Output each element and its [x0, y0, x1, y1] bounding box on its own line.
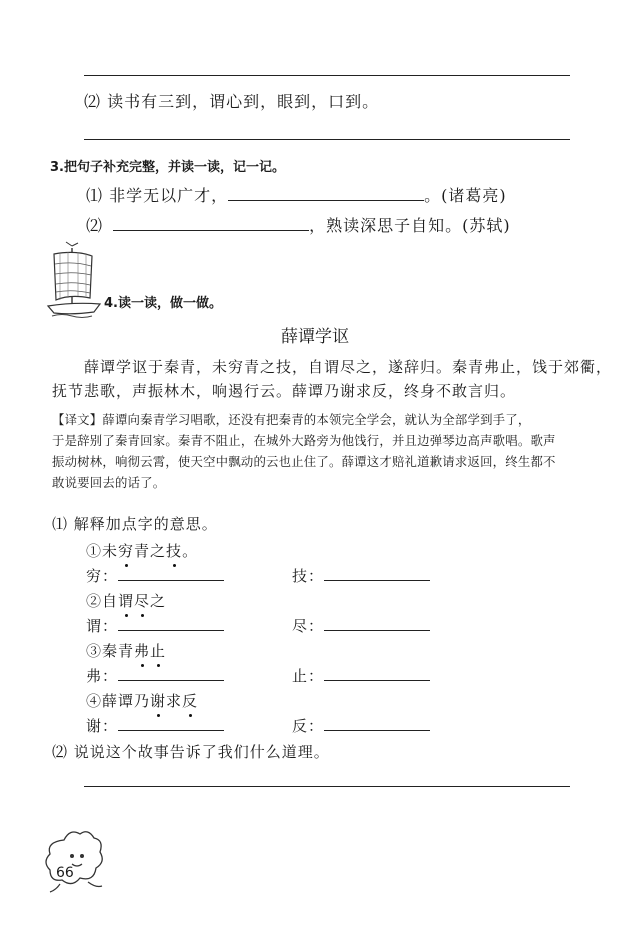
answer-blank[interactable]	[324, 680, 430, 681]
sailboat-illustration	[46, 240, 102, 320]
cloud-mascot-illustration	[42, 826, 108, 896]
q3-item1-suffix: 。(诸葛亮)	[424, 186, 507, 205]
answer-label-right: 技：	[292, 567, 325, 585]
answer-blank[interactable]	[118, 730, 224, 731]
q3-item2	[86, 216, 511, 236]
word-item-2: ②自谓尽之	[86, 592, 167, 610]
answer-blank[interactable]	[118, 630, 224, 631]
sub1-heading: ⑴ 解释加点字的意思。	[52, 515, 218, 533]
answer-line-sub2	[84, 786, 570, 787]
answer-line-top	[84, 75, 570, 76]
q3-item1-blank[interactable]	[228, 200, 424, 201]
q3-heading: 3.把句子补充完整，并读一读，记一记。	[50, 160, 285, 175]
answer-row-3	[86, 666, 224, 686]
translation-line-4: 敢说要回去的话了。	[52, 475, 166, 490]
translation-line-3: 振动树林，响彻云霄，使天空中飘动的云也止住了。薛谭这才赔礼道歉请求返回，终生都不	[52, 454, 556, 469]
answer-row-3-right	[292, 666, 430, 686]
word-item-4: ④薛谭乃谢求反	[86, 692, 199, 710]
dotted-char: 谓	[118, 592, 135, 610]
q3-item2-blank[interactable]	[113, 230, 309, 231]
answer-label-right: 尽：	[292, 617, 325, 635]
translation-line-2: 于是辞别了秦青回家。秦青不阻止，在城外大路旁为他饯行，并且边弹琴边高声歌唱。歌声	[52, 433, 556, 448]
answer-label-right: 止：	[292, 667, 325, 685]
word-item-1: ①未穷青之技。	[86, 542, 199, 560]
answer-row-2	[86, 616, 224, 636]
translation-line-1: 【译文】薛谭向秦青学习唱歌，还没有把秦青的本领完全学会，就认为全部学到手了，	[52, 412, 531, 427]
q3-item1	[86, 186, 507, 206]
answer-label-left: 谢：	[86, 717, 119, 735]
q2-item2-text: ⑵ 读书有三到，谓心到，眼到，口到。	[84, 92, 380, 111]
page-number: 66	[56, 865, 74, 881]
dotted-char: 谢	[150, 692, 167, 710]
answer-blank[interactable]	[118, 580, 224, 581]
answer-label-left: 谓：	[86, 617, 119, 635]
q3-item2-suffix: ，熟读深思子自知。(苏轼)	[309, 216, 511, 235]
answer-row-4	[86, 716, 224, 736]
answer-blank[interactable]	[324, 580, 430, 581]
answer-line-q2	[84, 139, 570, 140]
passage-line-2: 抚节悲歌，声振林木，响遏行云。薛谭乃谢求反，终身不敢言归。	[52, 382, 517, 400]
dotted-char: 尽	[134, 592, 151, 610]
q3-item1-prefix: ⑴ 非学无以广才，	[86, 186, 229, 205]
answer-blank[interactable]	[324, 630, 430, 631]
answer-label-left: 穷：	[86, 567, 119, 585]
dotted-char: 止	[150, 642, 167, 660]
dotted-char: 技	[166, 542, 183, 560]
answer-row-4-right	[292, 716, 430, 736]
dotted-char: 反	[182, 692, 199, 710]
passage-title: 薛谭学讴	[281, 327, 349, 347]
sub2-heading: ⑵ 说说这个故事告诉了我们什么道理。	[52, 743, 330, 761]
passage-line-1: 薛谭学讴于秦青，未穷青之技，自谓尽之，遂辞归。秦青弗止，饯于郊衢，	[84, 358, 613, 376]
answer-row-2-right	[292, 616, 430, 636]
answer-row-1	[86, 566, 224, 586]
q3-item2-prefix: ⑵	[86, 216, 104, 235]
q4-heading: 4.读一读，做一做。	[104, 296, 222, 311]
dotted-char: 弗	[134, 642, 151, 660]
answer-blank[interactable]	[118, 680, 224, 681]
word-item-3: ③秦青弗止	[86, 642, 167, 660]
answer-label-left: 弗：	[86, 667, 119, 685]
answer-label-right: 反：	[292, 717, 325, 735]
answer-row-1-right	[292, 566, 430, 586]
dotted-char: 穷	[118, 542, 135, 560]
answer-blank[interactable]	[324, 730, 430, 731]
